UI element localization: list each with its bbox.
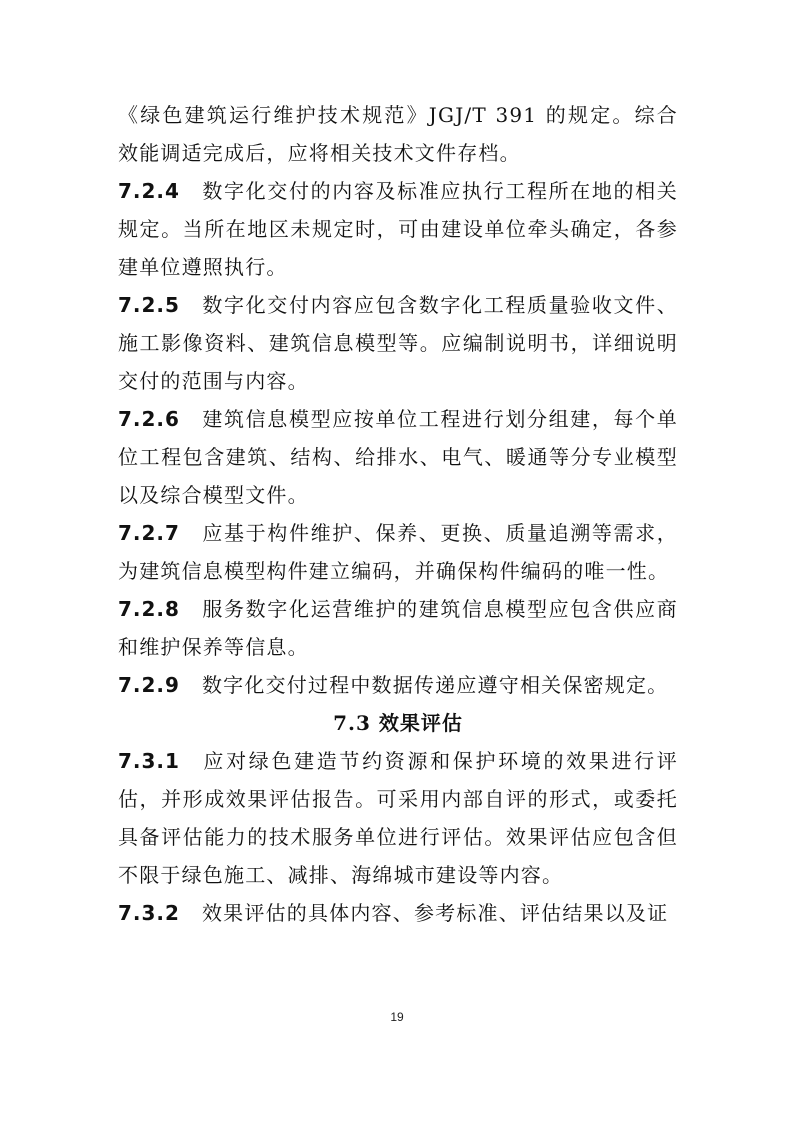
clause-7-3-2: [118, 894, 678, 932]
clause-number: 7.2.5: [118, 293, 180, 317]
clause-7-2-7: [118, 514, 678, 590]
clause-number: 7.3.1: [118, 749, 180, 773]
clause-7-2-8: [118, 590, 678, 666]
clause-text: 应对绿色建造节约资源和保护环境的效果进行评估，并形成效果评估报告。可采用内部自评的形式，或委托具备评估能力的技术服务单位进行评估。效果评估应包含但不限于绿色施工、减排、海绵城市建设等内容。: [118, 749, 678, 887]
clause-number: 7.2.9: [118, 673, 180, 697]
clause-text: 数字化交付内容应包含数字化工程质量验收文件、施工影像资料、建筑信息模型等。应编制说明书，详细说明交付的范围与内容。: [118, 293, 678, 393]
clause-number: 7.2.4: [118, 179, 180, 203]
clause-7-2-6: [118, 400, 678, 514]
clause-7-3-1: [118, 742, 678, 894]
clause-7-2-4: [118, 172, 678, 286]
page-number: 19: [390, 1010, 404, 1024]
clause-text: 建筑信息模型应按单位工程进行划分组建，每个单位工程包含建筑、结构、给排水、电气、暖通等分专业模型以及综合模型文件。: [118, 407, 678, 507]
section-heading: 7.3 效果评估: [333, 711, 463, 735]
clause-7-2-5: [118, 286, 678, 400]
intro-text: 《绿色建筑运行维护技术规范》JGJ/T 391 的规定。综合效能调适完成后，应将相关技术文件存档。: [118, 103, 678, 165]
clause-7-2-9: [118, 666, 678, 704]
intro-paragraph: [118, 96, 678, 172]
clause-number: 7.3.2: [118, 901, 180, 925]
clause-text: 应基于构件维护、保养、更换、质量追溯等需求，为建筑信息模型构件建立编码，并确保构件编码的唯一性。: [118, 521, 678, 583]
clause-number: 7.2.8: [118, 597, 180, 621]
clause-text: 服务数字化运营维护的建筑信息模型应包含供应商和维护保养等信息。: [118, 597, 678, 659]
document-body: [118, 96, 678, 932]
clause-text: 数字化交付过程中数据传递应遵守相关保密规定。: [201, 673, 669, 697]
clause-text: 数字化交付的内容及标准应执行工程所在地的相关规定。当所在地区未规定时，可由建设单位牵头确定，各参建单位遵照执行。: [118, 179, 678, 279]
clause-number: 7.2.7: [118, 521, 180, 545]
clause-number: 7.2.6: [118, 407, 180, 431]
clause-text: 效果评估的具体内容、参考标准、评估结果以及证: [201, 901, 669, 925]
